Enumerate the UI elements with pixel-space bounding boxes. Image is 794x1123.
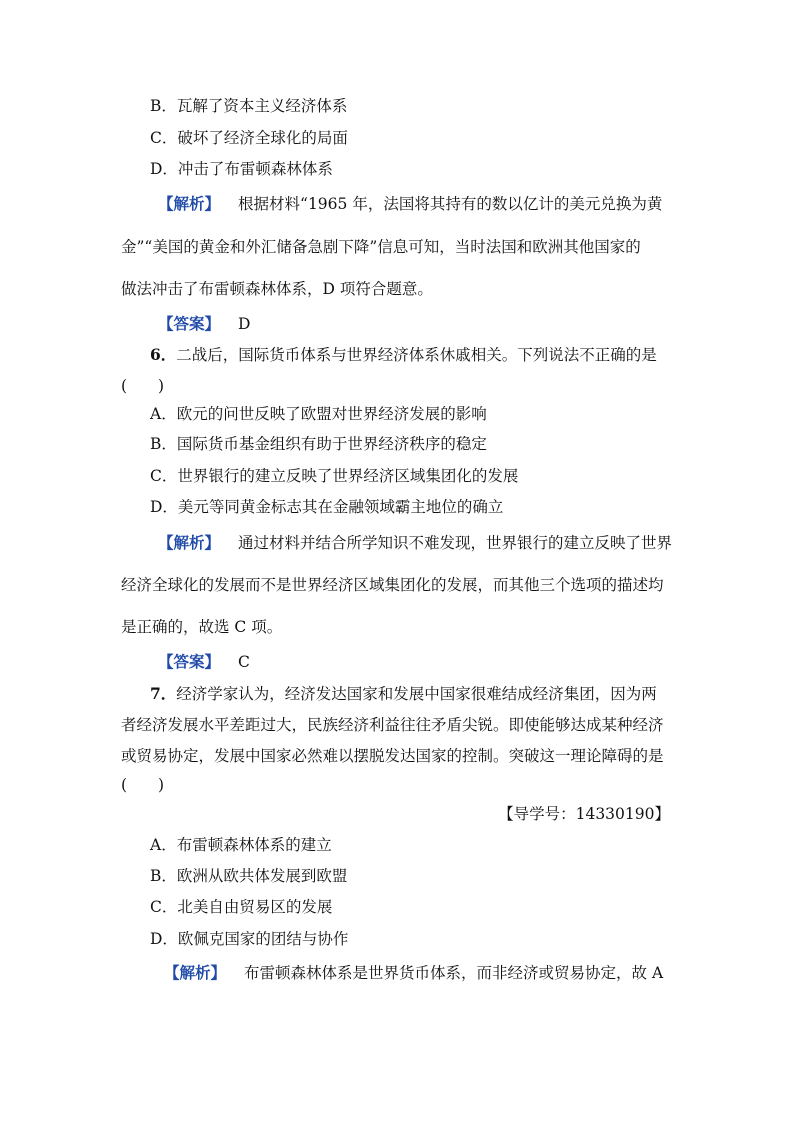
q5-option-b: B．瓦解了资本主义经济体系 <box>150 97 348 115</box>
q5-answer-tag: 【答案】 <box>158 314 221 333</box>
q7-stem-text-1: 经济学家认为，经济发达国家和发展中国家很难结成经济集团，因为两 <box>176 685 657 703</box>
q6-number: 6． <box>150 345 177 364</box>
q6-option-d: D．美元等同黄金标志其在金融领域霸主地位的确立 <box>150 498 504 516</box>
q7-guide-number: 【导学号：14330190】 <box>498 805 670 823</box>
q5-answer: D <box>238 315 251 333</box>
q7-stem-line-3: 或贸易协定，发展中国家必然难以摆脱发达国家的控制。突破这一理论障碍的是 <box>121 747 664 765</box>
q5-option-c: C．破坏了经济全球化的局面 <box>150 129 348 147</box>
q5-analysis-line-1 <box>158 194 662 214</box>
q7-option-b: B．欧洲从欧共体发展到欧盟 <box>150 867 348 885</box>
q6-analysis-line-3: 是正确的，故选 C 项。 <box>121 618 283 636</box>
q6-option-b: B．国际货币基金组织有助于世界经济秩序的稳定 <box>150 435 487 453</box>
q5-option-d: D．冲击了布雷顿森林体系 <box>150 160 333 178</box>
q5-analysis-line-3: 做法冲击了布雷顿森林体系，D 项符合题意。 <box>121 280 433 298</box>
q6-option-a: A．欧元的问世反映了欧盟对世界经济发展的影响 <box>150 405 487 423</box>
q7-analysis-text-1: 布雷顿森林体系是世界货币体系，而非经济或贸易协定，故 A <box>244 964 664 982</box>
q6-option-c: C．世界银行的建立反映了世界经济区域集团化的发展 <box>150 467 519 485</box>
q5-analysis-line-2: 金”“美国的黄金和外汇储备急剧下降”信息可知，当时法国和欧洲其他国家的 <box>121 238 641 256</box>
q6-analysis-text-1: 通过材料并结合所学知识不难发现，世界银行的建立反映了世界 <box>238 534 673 552</box>
q7-option-c: C．北美自由贸易区的发展 <box>150 898 333 916</box>
q6-analysis-line-2: 经济全球化的发展而不是世界经济区域集团化的发展，而其他三个选项的描述均 <box>121 576 664 594</box>
q7-stem-blank: ( ) <box>121 776 165 794</box>
q6-stem-text-1: 二战后，国际货币体系与世界经济体系休戚相关。下列说法不正确的是 <box>176 346 657 364</box>
q7-stem-line-1 <box>150 684 657 704</box>
q6-stem-line-1 <box>150 345 657 365</box>
q5-analysis-tag: 【解析】 <box>158 194 221 213</box>
q7-analysis-tag: 【解析】 <box>164 963 227 982</box>
q5-analysis-text-1: 根据材料“1965 年，法国将其持有的数以亿计的美元兑换为黄 <box>238 195 663 213</box>
q7-number: 7． <box>150 684 177 703</box>
q6-analysis-tag: 【解析】 <box>158 533 221 552</box>
q7-option-a: A．布雷顿森林体系的建立 <box>150 836 332 854</box>
q7-option-d: D．欧佩克国家的团结与协作 <box>150 930 349 948</box>
q6-answer-line <box>158 652 250 672</box>
q6-analysis-line-1 <box>158 533 672 553</box>
q7-stem-line-2: 者经济发展水平差距过大，民族经济利益往往矛盾尖锐。即使能够达成某种经济 <box>121 716 664 734</box>
q6-answer-tag: 【答案】 <box>158 652 221 671</box>
q7-analysis-line-1 <box>164 963 663 983</box>
q6-answer: C <box>238 653 250 671</box>
q5-answer-line <box>158 314 250 334</box>
q6-stem-blank: ( ) <box>121 377 165 395</box>
